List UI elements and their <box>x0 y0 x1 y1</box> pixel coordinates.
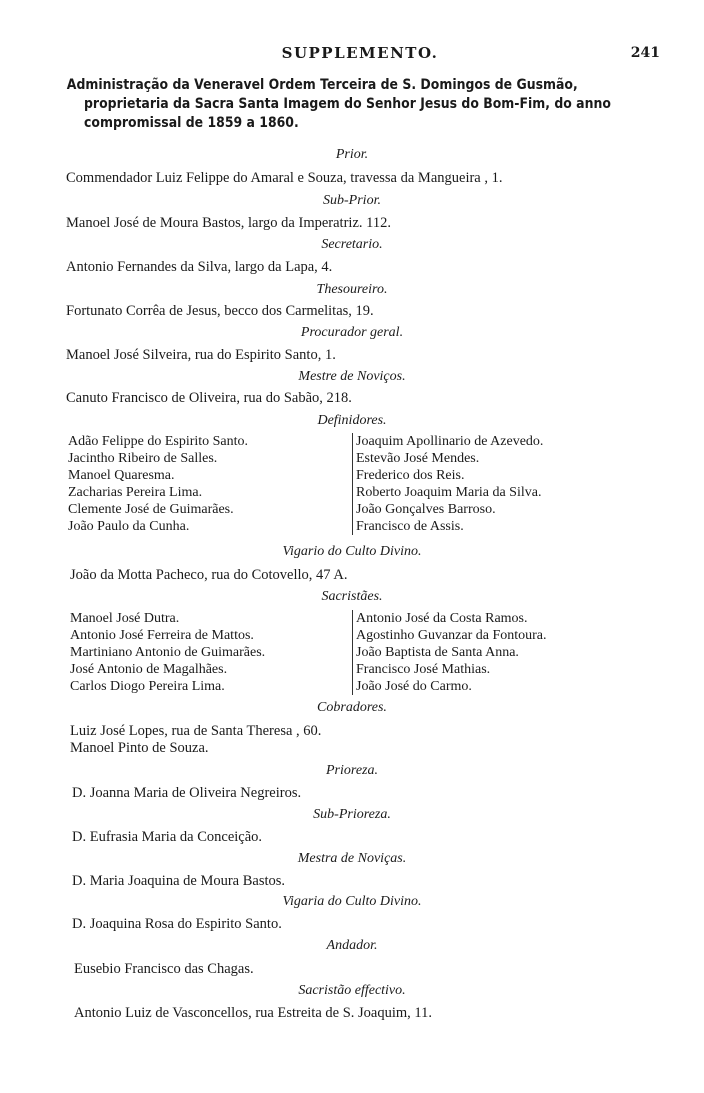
list-item: Estevão José Mendes. <box>356 451 480 466</box>
andador-title: Andador. <box>326 938 378 953</box>
list-item: Antonio José da Costa Ramos. <box>356 611 528 626</box>
vigario-title: Vigario do Culto Divino. <box>282 544 422 559</box>
sub-prioreza-entry: D. Eufrasia Maria da Conceição. <box>72 829 263 845</box>
mestra-novicas-entry: D. Maria Joaquina de Moura Bastos. <box>72 873 286 889</box>
cobradores-entry: Luiz José Lopes, rua de Santa Theresa , 60. <box>70 723 322 739</box>
prioreza-entry: D. Joanna Maria de Oliveira Negreiros. <box>72 785 302 801</box>
procurador-title: Procurador geral. <box>300 325 404 340</box>
prior-entry: Commendador Luiz Felippe do Amaral e Souza, travessa da Mangueira , 1. <box>66 170 503 186</box>
list-item: Adão Felippe do Espirito Santo. <box>68 434 249 449</box>
vigaria-title: Vigaria do Culto Divino. <box>282 894 422 909</box>
list-item: Antonio José Ferreira de Mattos. <box>70 628 254 643</box>
vigaria-entry: D. Joaquina Rosa do Espirito Santo. <box>72 916 282 932</box>
heading-line-3: compromissal de 1859 a 1860. <box>84 115 299 131</box>
list-item: João José do Carmo. <box>356 679 472 694</box>
mestre-novicos-entry: Canuto Francisco de Oliveira, rua do Sabão, 218. <box>66 390 352 406</box>
sacristao-effectivo-title: Sacristão effectivo. <box>298 983 406 998</box>
sacristaes-left-column <box>70 610 265 695</box>
prior-title: Prior. <box>335 147 369 162</box>
list-item: João Baptista de Santa Anna. <box>356 645 519 660</box>
running-title: SUPPLEMENTO. <box>281 44 439 62</box>
list-item: Francisco de Assis. <box>356 519 464 534</box>
heading-line-2: proprietaria da Sacra Santa Imagem do Senhor Jesus do Bom-Fim, do anno <box>84 96 611 112</box>
definidores-title: Definidores. <box>317 413 387 428</box>
sacristao-effectivo-entry: Antonio Luiz de Vasconcellos, rua Estreita de S. Joaquim, 11. <box>74 1005 432 1021</box>
list-item: Manoel José Dutra. <box>70 611 180 626</box>
list-item: Joaquim Apollinario de Azevedo. <box>356 434 544 449</box>
page-number: 241 <box>630 45 660 61</box>
list-item: Zacharias Pereira Lima. <box>68 485 203 500</box>
sub-prioreza-title: Sub-Prioreza. <box>313 807 391 822</box>
sub-prior-title: Sub-Prior. <box>323 193 381 208</box>
secretario-entry: Antonio Fernandes da Silva, largo da Lapa, 4. <box>66 259 333 275</box>
mestra-novicas-title: Mestra de Noviças. <box>297 851 407 866</box>
list-item: João Paulo da Cunha. <box>68 519 190 534</box>
cobradores-entry: Manoel Pinto de Souza. <box>70 740 209 756</box>
list-item: Carlos Diogo Pereira Lima. <box>70 679 225 694</box>
list-item: Jacintho Ribeiro de Salles. <box>68 451 218 466</box>
section-heading <box>66 76 611 133</box>
page-header <box>60 44 660 66</box>
list-item: João Gonçalves Barroso. <box>356 502 496 517</box>
cobradores-title: Cobradores. <box>317 700 387 715</box>
list-item: Martiniano Antonio de Guimarães. <box>70 645 266 660</box>
list-item: Agostinho Guvanzar da Fontoura. <box>356 628 547 643</box>
andador-entry: Eusebio Francisco das Chagas. <box>74 961 254 977</box>
list-item: José Antonio de Magalhães. <box>70 662 228 677</box>
secretario-title: Secretario. <box>321 237 383 252</box>
thesoureiro-title: Thesoureiro. <box>316 282 388 297</box>
sub-prior-entry: Manoel José de Moura Bastos, largo da Imperatriz. 112. <box>66 215 391 231</box>
list-item: Clemente José de Guimarães. <box>68 502 234 517</box>
list-item: Francisco José Mathias. <box>356 662 491 677</box>
procurador-entry: Manoel José Silveira, rua do Espirito Santo, 1. <box>66 347 336 363</box>
heading-line-1: Administração da Veneravel Ordem Terceira de S. Domingos de Gusmão, <box>66 77 578 93</box>
prioreza-title: Prioreza. <box>326 763 378 778</box>
vigario-entry: João da Motta Pacheco, rua do Cotovello, 47 A. <box>70 567 348 583</box>
definidores-left-column <box>68 433 248 535</box>
thesoureiro-entry: Fortunato Corrêa de Jesus, becco dos Carmelitas, 19. <box>66 303 374 319</box>
list-item: Manoel Quaresma. <box>68 468 175 483</box>
sacristaes-title: Sacristães. <box>321 589 383 604</box>
sacristaes-right-column <box>352 610 547 695</box>
definidores-right-column <box>352 433 543 535</box>
list-item: Frederico dos Reis. <box>356 468 465 483</box>
mestre-novicos-title: Mestre de Noviços. <box>298 369 406 384</box>
list-item: Roberto Joaquim Maria da Silva. <box>356 485 542 500</box>
